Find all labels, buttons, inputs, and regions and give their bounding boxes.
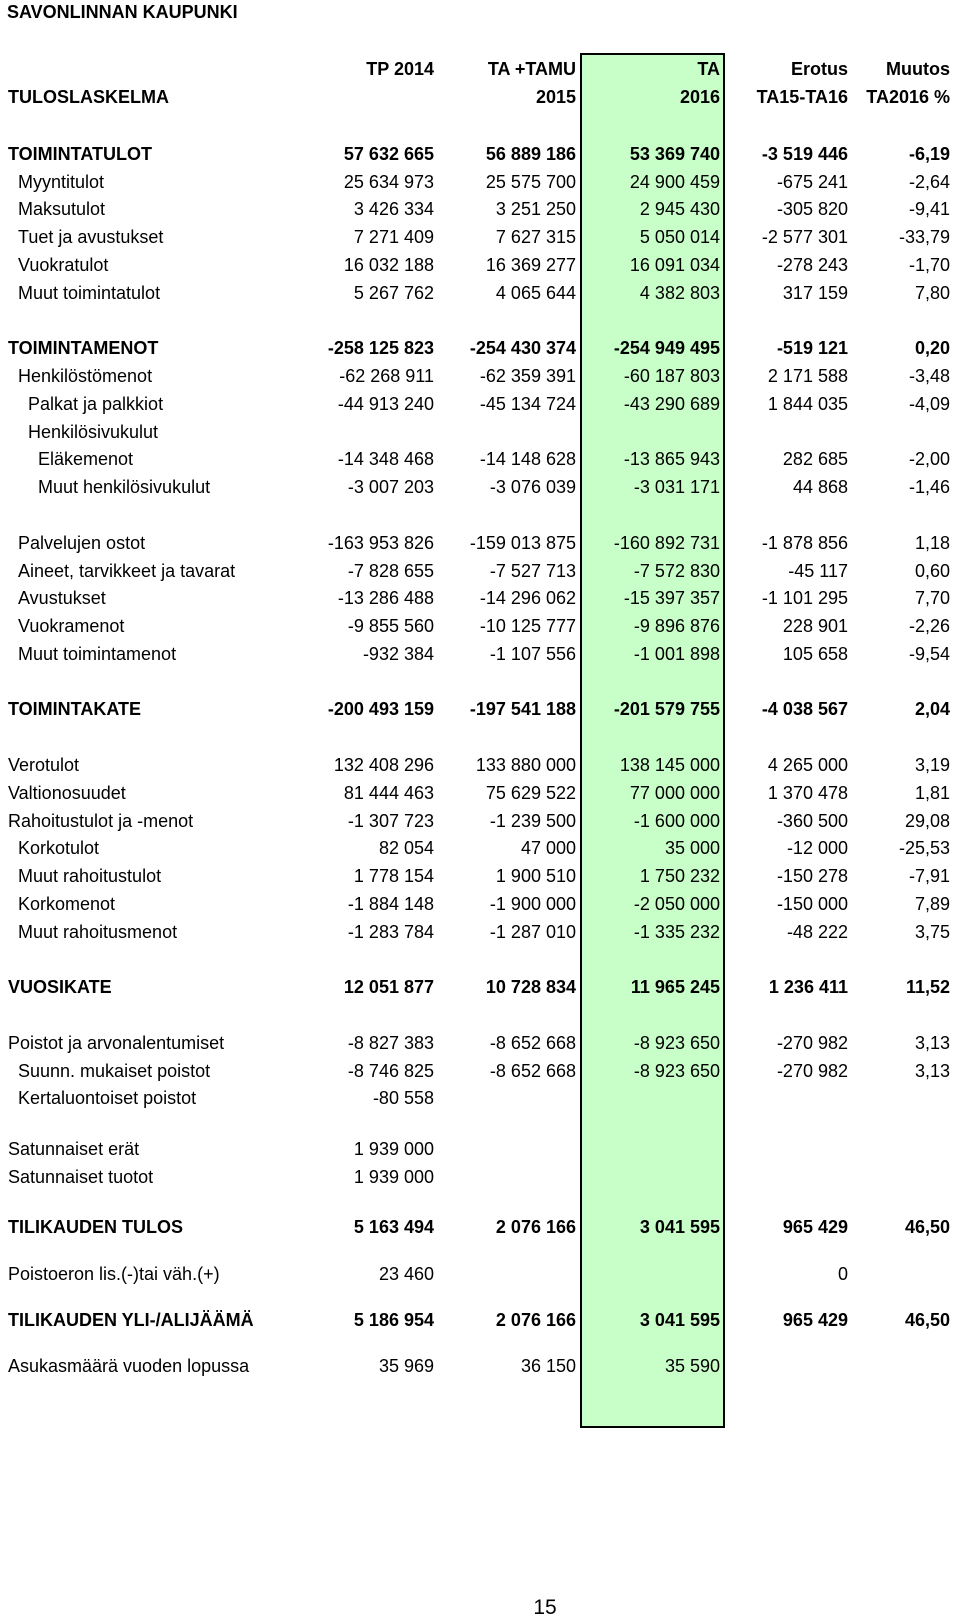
- table-row: [0, 1355, 960, 1377]
- page-number: 15: [533, 1596, 557, 1619]
- row-label: Myyntitulot: [18, 172, 105, 192]
- cell-muutos: -1,46: [908, 477, 950, 497]
- cell-ta-tamu-2015: 1 900 510: [495, 866, 576, 886]
- table-row: [0, 754, 960, 776]
- cell-muutos: -4,09: [908, 394, 950, 414]
- cell-erotus: 4 265 000: [767, 755, 848, 775]
- cell-ta-2016: 77 000 000: [629, 783, 720, 803]
- cell-muutos: -1,70: [908, 255, 950, 275]
- table-row: [0, 1166, 960, 1188]
- cell-ta-2016: -8 923 650: [633, 1033, 720, 1053]
- row-label: Satunnaiset erät: [8, 1139, 140, 1159]
- cell-ta-tamu-2015: 47 000: [520, 838, 576, 858]
- table-row: [0, 837, 960, 859]
- cell-ta-2016: -8 923 650: [633, 1061, 720, 1081]
- row-label: Muut toimintamenot: [18, 644, 177, 664]
- col-header-ta2016-pct: TA2016 %: [866, 87, 950, 107]
- cell-tp2014: -8 746 825: [347, 1061, 434, 1081]
- cell-tp2014: 57 632 665: [343, 144, 434, 164]
- cell-ta-tamu-2015: -1 239 500: [489, 811, 576, 831]
- col-header-2016: 2016: [679, 87, 720, 107]
- row-label: Palvelujen ostot: [18, 533, 146, 553]
- cell-muutos: 0,60: [914, 561, 950, 581]
- cell-ta-tamu-2015: 133 880 000: [475, 755, 576, 775]
- cell-erotus: -305 820: [776, 199, 848, 219]
- cell-erotus: 0: [837, 1264, 848, 1284]
- cell-ta-2016: 16 091 034: [629, 255, 720, 275]
- cell-ta-2016: 138 145 000: [619, 755, 720, 775]
- cell-ta-2016: -160 892 731: [613, 533, 720, 553]
- cell-ta-tamu-2015: -8 652 668: [489, 1061, 576, 1081]
- cell-tp2014: -932 384: [362, 644, 434, 664]
- cell-muutos: 7,80: [914, 283, 950, 303]
- cell-ta-tamu-2015: 2 076 166: [495, 1217, 576, 1237]
- table-label: TULOSLASKELMA: [8, 87, 169, 107]
- cell-tp2014: 1 939 000: [353, 1167, 434, 1187]
- row-label: Palkat ja palkkiot: [28, 394, 164, 414]
- row-label: Muut henkilösivukulut: [38, 477, 211, 497]
- row-label: Aineet, tarvikkeet ja tavarat: [18, 561, 236, 581]
- cell-tp2014: 81 444 463: [343, 783, 434, 803]
- row-label: Henkilösivukulut: [28, 422, 159, 442]
- cell-muutos: 46,50: [904, 1310, 950, 1330]
- cell-erotus: -12 000: [786, 838, 848, 858]
- cell-tp2014: -13 286 488: [337, 588, 434, 608]
- table-row: [0, 976, 960, 998]
- cell-muutos: -25,53: [898, 838, 950, 858]
- cell-tp2014: -258 125 823: [327, 338, 434, 358]
- cell-ta-tamu-2015: 7 627 315: [495, 227, 576, 247]
- row-label: Poistot ja arvonalentumiset: [8, 1033, 225, 1053]
- row-label: Korkomenot: [18, 894, 116, 914]
- cell-ta-2016: 11 965 245: [630, 977, 720, 997]
- document-title: SAVONLINNAN KAUPUNKI: [7, 2, 238, 22]
- cell-ta-2016: 53 369 740: [629, 144, 720, 164]
- cell-tp2014: -14 348 468: [337, 449, 434, 469]
- cell-muutos: -33,79: [898, 227, 950, 247]
- cell-ta-tamu-2015: -45 134 724: [479, 394, 576, 414]
- cell-muutos: 1,18: [914, 533, 950, 553]
- cell-tp2014: 5 163 494: [353, 1217, 434, 1237]
- cell-ta-2016: -201 579 755: [613, 699, 720, 719]
- cell-muutos: -3,48: [908, 366, 950, 386]
- col-header-ta15-ta16: TA15-TA16: [756, 87, 848, 107]
- cell-erotus: 2 171 588: [767, 366, 848, 386]
- cell-ta-tamu-2015: -14 148 628: [479, 449, 576, 469]
- cell-ta-2016: 35 000: [664, 838, 720, 858]
- row-label: TOIMINTAKATE: [8, 699, 141, 719]
- cell-ta-2016: 35 590: [664, 1356, 720, 1376]
- cell-erotus: -1 101 295: [761, 588, 848, 608]
- row-label: TILIKAUDEN TULOS: [8, 1217, 183, 1237]
- row-label: Korkotulot: [18, 838, 100, 858]
- row-label: Vuokramenot: [18, 616, 125, 636]
- col-header-erotus: Erotus: [790, 59, 848, 79]
- table-row: [0, 282, 960, 304]
- cell-ta-tamu-2015: -14 296 062: [479, 588, 576, 608]
- row-label: Maksutulot: [18, 199, 106, 219]
- cell-tp2014: 12 051 877: [343, 977, 434, 997]
- cell-ta-2016: -1 335 232: [633, 922, 720, 942]
- table-row: [0, 171, 960, 193]
- cell-ta-2016: 2 945 430: [639, 199, 720, 219]
- cell-muutos: -2,26: [908, 616, 950, 636]
- row-label: Satunnaiset tuotot: [8, 1167, 154, 1187]
- cell-ta-2016: -1 001 898: [633, 644, 720, 664]
- cell-ta-tamu-2015: 25 575 700: [485, 172, 576, 192]
- cell-tp2014: 5 186 954: [353, 1310, 434, 1330]
- col-header-ta: TA: [697, 59, 720, 79]
- row-label: Henkilöstömenot: [18, 366, 153, 386]
- table-row: [0, 143, 960, 165]
- cell-muutos: 46,50: [904, 1217, 950, 1237]
- cell-ta-tamu-2015: -10 125 777: [479, 616, 576, 636]
- cell-ta-2016: -13 865 943: [623, 449, 720, 469]
- table-row: [0, 198, 960, 220]
- cell-ta-tamu-2015: 10 728 834: [485, 977, 576, 997]
- cell-tp2014: -7 828 655: [347, 561, 434, 581]
- cell-erotus: 965 429: [782, 1310, 848, 1330]
- cell-muutos: -7,91: [908, 866, 950, 886]
- table-row: [0, 1032, 960, 1054]
- cell-muutos: 3,19: [914, 755, 950, 775]
- cell-muutos: -9,54: [908, 644, 950, 664]
- cell-erotus: -150 278: [776, 866, 848, 886]
- cell-erotus: -150 000: [776, 894, 848, 914]
- row-label: Suunn. mukaiset poistot: [18, 1061, 211, 1081]
- col-header-ta-tamu: TA +TAMU: [487, 59, 576, 79]
- cell-ta-2016: -2 050 000: [633, 894, 720, 914]
- cell-tp2014: 35 969: [378, 1356, 434, 1376]
- row-label: Muut rahoitustulot: [18, 866, 162, 886]
- cell-tp2014: -1 884 148: [347, 894, 434, 914]
- cell-tp2014: 132 408 296: [333, 755, 434, 775]
- cell-ta-2016: -15 397 357: [623, 588, 720, 608]
- cell-erotus: 105 658: [782, 644, 848, 664]
- table-row: [0, 1263, 960, 1285]
- cell-tp2014: 5 267 762: [353, 283, 434, 303]
- table-row: [0, 587, 960, 609]
- table-row: [0, 393, 960, 415]
- cell-ta-tamu-2015: -7 527 713: [489, 561, 576, 581]
- row-label: Vuokratulot: [18, 255, 109, 275]
- cell-erotus: -48 222: [786, 922, 848, 942]
- cell-ta-tamu-2015: 4 065 644: [495, 283, 576, 303]
- cell-erotus: -3 519 446: [761, 144, 848, 164]
- cell-ta-2016: -3 031 171: [633, 477, 720, 497]
- table-row: [0, 254, 960, 276]
- cell-tp2014: 25 634 973: [343, 172, 434, 192]
- cell-muutos: -6,19: [908, 144, 950, 164]
- cell-ta-tamu-2015: -3 076 039: [489, 477, 576, 497]
- table-row: [0, 1060, 960, 1082]
- cell-tp2014: -44 913 240: [337, 394, 434, 414]
- cell-muutos: 7,89: [914, 894, 950, 914]
- cell-erotus: 282 685: [782, 449, 848, 469]
- cell-ta-tamu-2015: 2 076 166: [495, 1310, 576, 1330]
- table-row: [0, 476, 960, 498]
- cell-ta-2016: -7 572 830: [633, 561, 720, 581]
- table-row: [0, 1087, 960, 1109]
- cell-ta-tamu-2015: -254 430 374: [469, 338, 576, 358]
- header-row-1: [0, 58, 960, 80]
- cell-ta-tamu-2015: 56 889 186: [485, 144, 576, 164]
- row-label: Valtionosuudet: [8, 783, 126, 803]
- cell-ta-2016: -43 290 689: [623, 394, 720, 414]
- cell-ta-tamu-2015: -197 541 188: [469, 699, 576, 719]
- cell-ta-2016: -9 896 876: [633, 616, 720, 636]
- cell-ta-tamu-2015: -1 107 556: [489, 644, 576, 664]
- cell-muutos: -2,00: [908, 449, 950, 469]
- table-row: [0, 810, 960, 832]
- cell-tp2014: -80 558: [372, 1088, 434, 1108]
- cell-erotus: -360 500: [776, 811, 848, 831]
- table-row: [0, 921, 960, 943]
- cell-tp2014: 23 460: [378, 1264, 434, 1284]
- cell-erotus: -675 241: [776, 172, 848, 192]
- cell-tp2014: -1 283 784: [347, 922, 434, 942]
- table-row: [0, 337, 960, 359]
- table-row: [0, 448, 960, 470]
- cell-muutos: -9,41: [908, 199, 950, 219]
- table-row: [0, 560, 960, 582]
- cell-erotus: 44 868: [792, 477, 848, 497]
- cell-erotus: 1 370 478: [767, 783, 848, 803]
- cell-muutos: 11,52: [905, 977, 950, 997]
- cell-muutos: 3,13: [914, 1033, 950, 1053]
- cell-ta-2016: 3 041 595: [639, 1310, 720, 1330]
- cell-ta-tamu-2015: -8 652 668: [489, 1033, 576, 1053]
- cell-erotus: -45 117: [788, 561, 848, 581]
- cell-tp2014: 3 426 334: [353, 199, 434, 219]
- cell-muutos: 3,13: [914, 1061, 950, 1081]
- row-label: Rahoitustulot ja -menot: [8, 811, 194, 831]
- row-label: Poistoeron lis.(-)tai väh.(+): [8, 1264, 220, 1284]
- cell-tp2014: 1 939 000: [353, 1139, 434, 1159]
- table-row: [0, 865, 960, 887]
- cell-ta-2016: -60 187 803: [623, 366, 720, 386]
- cell-tp2014: 16 032 188: [343, 255, 434, 275]
- row-label: TILIKAUDEN YLI-/ALIJÄÄMÄ: [8, 1310, 254, 1330]
- table-row: [0, 421, 960, 443]
- col-header-2015: 2015: [535, 87, 576, 107]
- cell-tp2014: 7 271 409: [353, 227, 434, 247]
- cell-muutos: 2,04: [914, 699, 950, 719]
- cell-erotus: -270 982: [776, 1033, 848, 1053]
- cell-erotus: -270 982: [776, 1061, 848, 1081]
- cell-ta-tamu-2015: -159 013 875: [469, 533, 576, 553]
- row-label: Avustukset: [18, 588, 106, 608]
- cell-muutos: 7,70: [914, 588, 950, 608]
- row-label: Verotulot: [8, 755, 80, 775]
- cell-muutos: 29,08: [904, 811, 950, 831]
- cell-erotus: -278 243: [776, 255, 848, 275]
- cell-muutos: -2,64: [908, 172, 950, 192]
- col-header-muutos: Muutos: [886, 59, 950, 79]
- cell-tp2014: 1 778 154: [353, 866, 434, 886]
- table-row: [0, 643, 960, 665]
- cell-erotus: 317 159: [782, 283, 848, 303]
- cell-tp2014: -8 827 383: [347, 1033, 434, 1053]
- cell-ta-tamu-2015: 36 150: [520, 1356, 576, 1376]
- cell-tp2014: -62 268 911: [339, 366, 434, 386]
- row-label: Eläkemenot: [38, 449, 134, 469]
- cell-ta-tamu-2015: -1 287 010: [489, 922, 576, 942]
- cell-tp2014: -200 493 159: [327, 699, 434, 719]
- row-label: Tuet ja avustukset: [18, 227, 164, 247]
- cell-erotus: -519 121: [776, 338, 848, 358]
- cell-ta-tamu-2015: -1 900 000: [489, 894, 576, 914]
- row-label: TOIMINTAMENOT: [8, 338, 159, 358]
- cell-muutos: 0,20: [914, 338, 950, 358]
- cell-tp2014: -3 007 203: [347, 477, 434, 497]
- cell-muutos: 1,81: [914, 783, 950, 803]
- cell-erotus: -1 878 856: [761, 533, 848, 553]
- table-row: [0, 698, 960, 720]
- table-row: [0, 365, 960, 387]
- cell-erotus: 1 236 411: [768, 977, 848, 997]
- cell-erotus: 1 844 035: [767, 394, 848, 414]
- row-label: Kertaluontoiset poistot: [18, 1088, 197, 1108]
- row-label: TOIMINTATULOT: [8, 144, 152, 164]
- table-row: [0, 1138, 960, 1160]
- table-row: [0, 1309, 960, 1331]
- row-label: Asukasmäärä vuoden lopussa: [8, 1356, 250, 1376]
- cell-ta-2016: -1 600 000: [633, 811, 720, 831]
- cell-ta-2016: 24 900 459: [629, 172, 720, 192]
- row-label: Muut rahoitusmenot: [18, 922, 178, 942]
- cell-ta-2016: 5 050 014: [639, 227, 720, 247]
- table-row: [0, 893, 960, 915]
- cell-ta-tamu-2015: -62 359 391: [479, 366, 576, 386]
- cell-erotus: -4 038 567: [761, 699, 848, 719]
- table-row: [0, 226, 960, 248]
- cell-erotus: 228 901: [782, 616, 848, 636]
- table-row: [0, 782, 960, 804]
- row-label: Muut toimintatulot: [18, 283, 161, 303]
- cell-erotus: -2 577 301: [761, 227, 848, 247]
- table-row: [0, 532, 960, 554]
- cell-ta-2016: -254 949 495: [613, 338, 720, 358]
- header-row-2: [0, 86, 960, 108]
- table-row: [0, 1216, 960, 1238]
- cell-ta-tamu-2015: 75 629 522: [485, 783, 576, 803]
- cell-tp2014: -9 855 560: [347, 616, 434, 636]
- cell-ta-2016: 3 041 595: [639, 1217, 720, 1237]
- cell-ta-tamu-2015: 16 369 277: [485, 255, 576, 275]
- table-row: [0, 615, 960, 637]
- cell-ta-tamu-2015: 3 251 250: [495, 199, 576, 219]
- cell-ta-2016: 4 382 803: [639, 283, 720, 303]
- col-header-tp2014: TP 2014: [366, 59, 434, 79]
- cell-tp2014: 82 054: [378, 838, 434, 858]
- cell-tp2014: -163 953 826: [327, 533, 434, 553]
- cell-muutos: 3,75: [914, 922, 950, 942]
- cell-tp2014: -1 307 723: [347, 811, 434, 831]
- cell-ta-2016: 1 750 232: [639, 866, 720, 886]
- cell-erotus: 965 429: [782, 1217, 848, 1237]
- row-label: VUOSIKATE: [8, 977, 112, 997]
